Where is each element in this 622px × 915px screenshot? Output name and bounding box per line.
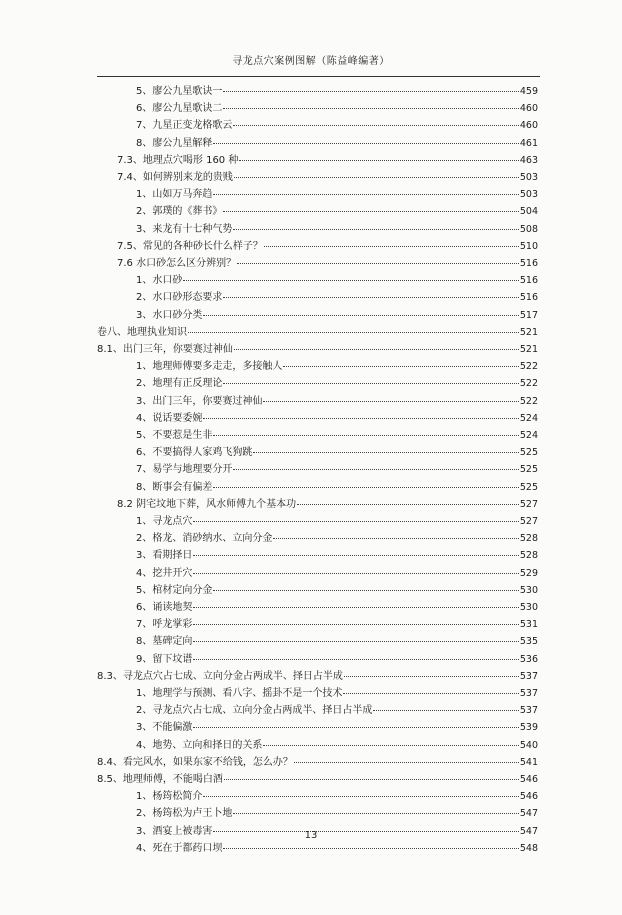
toc-entry	[136, 393, 538, 410]
toc-entry-page: 503	[519, 189, 538, 201]
toc-dot-leader	[188, 332, 519, 333]
toc-dot-leader	[263, 401, 518, 402]
toc-entry	[117, 238, 538, 255]
toc-entry-page: 541	[519, 756, 538, 768]
toc-entry	[136, 547, 538, 564]
toc-dot-leader	[264, 246, 519, 247]
toc-dot-leader	[223, 91, 518, 92]
toc-dot-leader	[203, 315, 518, 316]
toc-entry	[136, 135, 538, 152]
toc-entry-title: 5、廖公九星歌诀一	[136, 86, 223, 97]
toc-entry-page: 503	[519, 172, 538, 183]
toc-entry	[97, 324, 538, 341]
toc-entry-page: 522	[519, 361, 538, 373]
toc-entry	[136, 582, 538, 599]
toc-entry-page: 539	[519, 722, 538, 734]
toc-entry-title: 8.2 阴宅坟地下葬，风水师傅九个基本功	[117, 498, 297, 510]
toc-entry-title: 1、地理学与预测、看八字、摇卦不是一个技术	[136, 688, 343, 699]
toc-entry-page: 525	[519, 464, 538, 476]
toc-dot-leader	[203, 418, 518, 419]
toc-entry	[136, 100, 538, 117]
toc-entry-page: 536	[519, 653, 538, 665]
toc-entry	[136, 702, 538, 719]
toc-entry-page: 521	[519, 326, 538, 338]
toc-entry-page: 504	[519, 206, 538, 218]
toc-entry-page: 463	[519, 154, 538, 166]
toc-entry-page: 522	[519, 395, 538, 407]
toc-entry-page: 516	[519, 292, 538, 304]
toc-entry-title: 2、寻龙点穴占七成、立向分金占两成半、择日占半成	[136, 705, 373, 717]
toc-entry-page: 460	[519, 103, 538, 115]
toc-entry	[136, 375, 538, 392]
toc-entry-page: 527	[519, 516, 538, 527]
toc-entry	[136, 719, 538, 736]
toc-dot-leader	[193, 624, 518, 625]
toc-entry-title: 2、地理有正反理论	[136, 378, 223, 390]
toc-dot-leader	[193, 573, 518, 574]
toc-entry	[97, 668, 538, 685]
toc-entry-title: 7.3、地理点穴喝形 160 种	[117, 154, 239, 166]
toc-dot-leader	[223, 848, 518, 849]
toc-dot-leader	[213, 590, 518, 591]
toc-entry	[117, 152, 538, 169]
toc-dot-leader	[297, 504, 519, 505]
toc-entry-page: 535	[519, 636, 538, 648]
toc-entry	[136, 599, 538, 616]
toc-entry-title: 8、断事会有偏差	[136, 481, 213, 493]
toc-entry	[136, 685, 538, 702]
toc-entry	[136, 565, 538, 582]
toc-entry	[97, 754, 538, 771]
toc-entry	[136, 805, 538, 822]
toc-dot-leader	[253, 452, 518, 453]
toc-entry-page: 548	[519, 842, 538, 854]
toc-entry-page: 547	[519, 808, 538, 820]
toc-dot-leader	[234, 177, 519, 178]
toc-entry-title: 6、诵读地契	[136, 602, 193, 613]
toc-entry-title: 8.1、出门三年，你要赛过神仙	[97, 344, 233, 355]
toc-dot-leader	[263, 745, 518, 746]
toc-dot-leader	[239, 160, 519, 161]
toc-entry-title: 2、水口砂形态要求	[136, 292, 223, 304]
toc-dot-leader	[213, 435, 518, 436]
toc-dot-leader	[193, 727, 518, 728]
toc-entry	[136, 272, 538, 289]
toc-dot-leader	[237, 263, 519, 264]
toc-entry-page: 528	[519, 550, 538, 562]
page-number: 13	[304, 830, 318, 841]
toc-entry-page: 528	[519, 533, 538, 545]
toc-entry	[136, 840, 538, 857]
toc-entry	[136, 186, 538, 203]
toc-entry	[97, 771, 538, 788]
toc-entry-page: 459	[519, 86, 538, 97]
toc-entry-page: 547	[519, 825, 538, 837]
toc-entry-title: 6、不要搞得人家鸡飞狗跳	[136, 447, 253, 459]
toc-entry-title: 8.4、看完风水，如果东家不给钱，怎么办？	[97, 756, 293, 768]
toc-entry-title: 7、九星正变龙格歌云	[136, 120, 233, 132]
toc-entry-page: 521	[519, 344, 538, 355]
toc-entry-title: 1、山如万马奔趋	[136, 189, 213, 201]
toc-entry-page: 530	[519, 602, 538, 613]
toc-entry-title: 4、地势、立向和择日的关系	[136, 739, 263, 751]
toc-entry-title: 1、地理师傅要多走走，多接触人	[136, 361, 283, 373]
toc-entry-title: 3、不能偏激	[136, 722, 193, 734]
toc-dot-leader	[223, 211, 518, 212]
toc-dot-leader	[223, 297, 518, 298]
toc-entry-title: 8.3、寻龙点穴占七成、立向分金占两成半、择日占半成	[97, 670, 343, 682]
toc-entry-title: 3、看期择日	[136, 550, 193, 562]
toc-entry	[136, 788, 538, 805]
toc-entry-page: 540	[519, 739, 538, 751]
toc-entry-page: 525	[519, 447, 538, 459]
toc-dot-leader	[273, 538, 518, 539]
toc-entry-title: 8、墓碑定向	[136, 636, 193, 648]
toc-entry	[136, 289, 538, 306]
toc-dot-leader	[183, 280, 518, 281]
toc-entry	[136, 83, 538, 100]
toc-entry	[136, 203, 538, 220]
toc-entry-page: 517	[519, 309, 538, 321]
toc-dot-leader	[233, 813, 518, 814]
toc-entry	[136, 633, 538, 650]
toc-dot-leader	[193, 521, 518, 522]
toc-entry-title: 7、易学与地理要分开	[136, 464, 233, 476]
toc-entry	[136, 461, 538, 478]
toc-entry-title: 4、死在于都药口坝	[136, 842, 223, 854]
toc-entry-title: 5、不要惹是生非	[136, 430, 213, 441]
toc-dot-leader	[223, 383, 518, 384]
toc-entry-title: 1、寻龙点穴	[136, 516, 193, 527]
toc-dot-leader	[224, 779, 519, 780]
toc-entry	[136, 616, 538, 633]
toc-dot-leader	[213, 143, 518, 144]
toc-entry-title: 3、来龙有十七种气势	[136, 223, 233, 235]
toc-entry	[136, 444, 538, 461]
toc-entry-title: 8.5、地理师傅，不能喝白酒	[97, 774, 223, 785]
toc-dot-leader	[233, 469, 518, 470]
toc-entry-title: 6、廖公九星歌诀二	[136, 103, 223, 115]
toc-entry-page: 516	[519, 275, 538, 287]
toc-entry-page: 537	[519, 705, 538, 717]
toc-entry	[136, 307, 538, 324]
toc-dot-leader	[233, 125, 518, 126]
toc-dot-leader	[234, 349, 519, 350]
toc-dot-leader	[283, 366, 518, 367]
running-header: 寻龙点穴案例图解（陈益峰编著）	[232, 56, 390, 67]
toc-entry-title: 2、郭璞的《葬书》	[136, 206, 223, 218]
toc-dot-leader	[193, 555, 518, 556]
toc-dot-leader	[193, 641, 518, 642]
toc-entry-page: 461	[519, 137, 538, 149]
toc-entry	[136, 221, 538, 238]
toc-dot-leader	[294, 762, 519, 763]
toc-entry	[136, 117, 538, 134]
toc-dot-leader	[343, 693, 518, 694]
toc-entry	[136, 410, 538, 427]
toc-entry-page: 529	[519, 567, 538, 579]
toc-entry-title: 2、格龙、消砂纳水、立向分金	[136, 533, 273, 545]
toc-dot-leader	[223, 108, 518, 109]
toc-entry	[136, 427, 538, 444]
toc-entry-page: 516	[519, 258, 538, 269]
toc-dot-leader	[193, 659, 518, 660]
toc-entry-page: 546	[519, 774, 538, 785]
toc-entry	[117, 255, 538, 272]
header-rule	[97, 76, 540, 77]
toc-entry	[136, 358, 538, 375]
toc-dot-leader	[373, 710, 518, 711]
toc-entry-title: 5、棺材定向分金	[136, 584, 213, 596]
toc-entry-page: 546	[519, 791, 538, 803]
toc-entry-title: 7、呼龙掌彩	[136, 619, 193, 631]
toc-entry-title: 7.6 水口砂怎么区分辨别？	[117, 258, 237, 269]
toc-entry	[97, 341, 538, 358]
toc-entry-title: 8、廖公九星解释	[136, 137, 213, 149]
toc-entry-title: 4、说话要委婉	[136, 412, 203, 424]
toc-entry-page: 530	[519, 584, 538, 596]
toc-entry-title: 1、水口砂	[136, 275, 183, 287]
toc-entry-title: 9、留下坟谱	[136, 653, 193, 665]
toc-entry-title: 3、酒宴上被毒害	[136, 825, 213, 837]
toc-dot-leader	[233, 229, 518, 230]
toc-entry-title: 3、出门三年，你要赛过神仙	[136, 395, 263, 407]
toc-dot-leader	[193, 607, 518, 608]
toc-dot-leader	[344, 676, 519, 677]
toc-entry-page: 460	[519, 120, 538, 132]
toc-dot-leader	[213, 487, 518, 488]
toc-entry-page: 524	[519, 412, 538, 424]
toc-entry-page: 525	[519, 481, 538, 493]
toc-entry	[136, 479, 538, 496]
toc-entry	[136, 737, 538, 754]
toc-entry-page: 508	[519, 223, 538, 235]
toc-entry-page: 522	[519, 378, 538, 390]
toc-dot-leader	[203, 796, 518, 797]
toc-entry-title: 2、杨筠松为卢王卜地	[136, 808, 233, 820]
toc-entry	[117, 496, 538, 513]
toc-entry-page: 537	[519, 670, 538, 682]
toc-entry-page: 510	[519, 240, 538, 252]
toc-entry	[117, 169, 538, 186]
toc-entry-page: 531	[519, 619, 538, 631]
toc-entry-page: 524	[519, 430, 538, 441]
toc-entry	[136, 530, 538, 547]
toc-entry-title: 3、水口砂分类	[136, 309, 203, 321]
toc-entry-title: 7.5、常见的各种砂长什么样子？	[117, 240, 263, 252]
toc-entry-title: 7.4、如何辨别来龙的贵贱	[117, 172, 233, 183]
toc-dot-leader	[213, 194, 518, 195]
toc-entry	[136, 651, 538, 668]
toc-entry-title: 卷八、地理执业知识	[97, 326, 187, 338]
toc-entry	[136, 513, 538, 530]
toc-entry-page: 537	[519, 688, 538, 699]
toc-entry-title: 1、杨筠松简介	[136, 791, 203, 803]
toc-entry-title: 4、挖井开穴	[136, 567, 193, 579]
toc-entry-page: 527	[519, 498, 538, 510]
